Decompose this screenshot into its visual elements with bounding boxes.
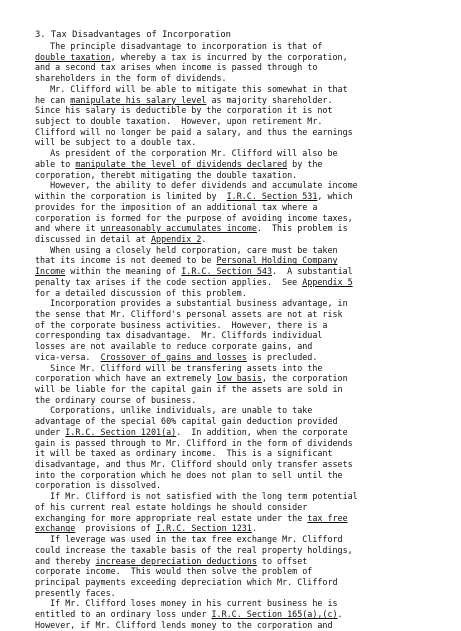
text-line bbox=[35, 513, 441, 524]
text-segment: and a second tax arises when income is passed through to bbox=[35, 62, 318, 73]
text-line bbox=[35, 255, 441, 266]
text-segment: presently faces. bbox=[35, 587, 116, 598]
text-line bbox=[35, 277, 441, 288]
paragraph bbox=[35, 298, 441, 362]
text-segment: advantage of the special 60% capital gain deduction provided bbox=[35, 416, 338, 427]
text-line bbox=[35, 470, 441, 481]
text-line bbox=[35, 438, 441, 449]
text-segment: is precluded. bbox=[246, 351, 318, 362]
underlined-term: double taxation bbox=[35, 51, 111, 62]
text-line bbox=[35, 52, 441, 63]
text-segment: that its income is not deemed to be bbox=[35, 255, 217, 266]
text-segment: he can bbox=[35, 94, 71, 105]
paragraph bbox=[35, 245, 441, 299]
paragraph bbox=[35, 534, 441, 598]
text-segment: . In addition, when the corporate bbox=[176, 426, 348, 437]
text-line bbox=[35, 459, 441, 470]
text-line bbox=[35, 95, 441, 106]
text-line bbox=[35, 73, 441, 84]
text-line bbox=[35, 330, 441, 341]
underlined-term: I.R.C. Section 531 bbox=[226, 191, 318, 202]
text-segment: As president of the corporation Mr. Clifford will also be bbox=[35, 148, 338, 159]
underlined-term: manipulate his salary level bbox=[70, 94, 207, 105]
text-line bbox=[35, 395, 441, 406]
text-segment: If Mr. Clifford is not satisfied with the long term potential bbox=[35, 491, 358, 502]
paragraph bbox=[35, 180, 441, 244]
underlined-term: increase depreciation deductions bbox=[95, 555, 257, 566]
text-segment: by the bbox=[287, 158, 323, 169]
underlined-term: I.R.C. Section 1231 bbox=[156, 523, 252, 534]
text-segment: , which bbox=[317, 191, 353, 202]
text-segment: the ordinary course of business. bbox=[35, 394, 197, 405]
text-segment: for a detailed discussion of this problem. bbox=[35, 287, 247, 298]
text-line bbox=[35, 288, 441, 299]
text-segment: provides for the imposition of an additional tax where a bbox=[35, 201, 318, 212]
section-heading: 3. Tax Disadvantages of Incorporation bbox=[35, 30, 231, 40]
text-line bbox=[35, 620, 441, 631]
text-segment: If leverage was used in the tax free exchange Mr. Clifford bbox=[35, 534, 343, 545]
text-segment: within the corporation is limited by bbox=[35, 191, 227, 202]
text-segment: Clifford will no longer be paid a salary, and thus the earnings bbox=[35, 126, 353, 137]
text-line bbox=[35, 577, 441, 588]
text-segment: If Mr. Clifford loses money in his current business he is bbox=[35, 598, 338, 609]
text-line bbox=[35, 523, 441, 534]
text-segment: able to bbox=[35, 158, 76, 169]
underlined-term: I.R.C. Section 165(a),(c) bbox=[211, 609, 338, 620]
text-line bbox=[35, 62, 441, 73]
text-segment: When using a closely held corporation, care must be taken bbox=[35, 244, 338, 255]
text-line bbox=[35, 556, 441, 567]
text-segment: Mr. Clifford will be able to mitigate this somewhat in that bbox=[35, 83, 348, 94]
text-segment: under bbox=[35, 426, 66, 437]
text-line bbox=[35, 341, 441, 352]
text-line bbox=[35, 448, 441, 459]
text-segment: principal payments exceeding depreciation which Mr. Clifford bbox=[35, 576, 338, 587]
text-segment: corresponding tax disadvantage. Mr. Cliffords individual bbox=[35, 330, 323, 341]
text-segment: Corporations, unlike individuals, are unable to take bbox=[35, 405, 313, 416]
text-line bbox=[35, 180, 441, 191]
text-line bbox=[35, 405, 441, 416]
text-line bbox=[35, 148, 441, 159]
text-line bbox=[35, 202, 441, 213]
text-line bbox=[35, 298, 441, 309]
text-line bbox=[35, 137, 441, 148]
text-segment: Incorporation provides a substantial business advantage, in bbox=[35, 298, 348, 309]
text-line bbox=[35, 245, 441, 256]
paragraph bbox=[35, 405, 441, 491]
text-line bbox=[35, 127, 441, 138]
text-segment: losses are not available to reduce corporate gains, and bbox=[35, 341, 313, 352]
text-line bbox=[35, 116, 441, 127]
underlined-term: Income bbox=[35, 266, 66, 277]
paragraph bbox=[35, 598, 441, 630]
text-segment: as majority shareholder. bbox=[206, 94, 333, 105]
text-line bbox=[35, 609, 441, 620]
text-line bbox=[35, 191, 441, 202]
text-line bbox=[35, 491, 441, 502]
text-segment: . bbox=[201, 233, 207, 244]
underlined-term: manipulate the level of dividends declared bbox=[75, 158, 288, 169]
text-line bbox=[35, 352, 441, 363]
text-segment: to offset bbox=[256, 555, 308, 566]
text-segment: gain is passed through to Mr. Clifford in the form of dividends bbox=[35, 437, 353, 448]
text-line bbox=[35, 84, 441, 95]
underlined-term: Personal Holding Company bbox=[216, 255, 338, 266]
text-segment: , the corporation bbox=[261, 373, 348, 384]
paragraph bbox=[35, 363, 441, 406]
text-segment: . This problem is bbox=[256, 223, 348, 234]
text-segment: will be subject to a double tax. bbox=[35, 137, 197, 148]
text-line bbox=[35, 384, 441, 395]
text-segment: The principle disadvantage to incorporation is that of bbox=[35, 41, 323, 51]
text-segment: . bbox=[251, 523, 257, 534]
text-segment: discussed in detail at bbox=[35, 233, 151, 244]
text-segment: . A substantial bbox=[272, 266, 353, 277]
text-line bbox=[35, 545, 441, 556]
underlined-term: unreasonably accumulates income bbox=[100, 223, 257, 234]
text-segment: and thereby bbox=[35, 555, 96, 566]
paragraph bbox=[35, 148, 441, 180]
text-line bbox=[35, 213, 441, 224]
text-line bbox=[35, 266, 441, 277]
text-line bbox=[35, 566, 441, 577]
text-line bbox=[35, 170, 441, 181]
text-segment: exchanging for more appropriate real estate under the bbox=[35, 512, 308, 523]
underlined-term: low basis bbox=[216, 373, 262, 384]
text-segment: of the corporate business activities. However, there is a bbox=[35, 319, 328, 330]
paragraph bbox=[35, 84, 441, 148]
text-line bbox=[35, 534, 441, 545]
text-line bbox=[35, 105, 441, 116]
text-segment: into the corporation which he does not plan to sell until the bbox=[35, 469, 343, 480]
paragraph bbox=[35, 491, 441, 534]
text-segment: penalty tax arises if the code section applies. See bbox=[35, 276, 303, 287]
text-line bbox=[35, 41, 441, 52]
text-line bbox=[35, 373, 441, 384]
text-line bbox=[35, 588, 441, 599]
underlined-term: Appendix 2 bbox=[150, 233, 202, 244]
text-segment: shareholders in the form of dividends. bbox=[35, 73, 227, 84]
text-line bbox=[35, 427, 441, 438]
text-segment: . bbox=[337, 609, 343, 620]
text-segment: However, the ability to defer dividends and accumulate income bbox=[35, 180, 358, 191]
underlined-term: I.R.C. Section 543 bbox=[181, 266, 273, 277]
text-segment: corporation, therebt mitigating the double taxation. bbox=[35, 169, 298, 180]
text-line bbox=[35, 502, 441, 513]
text-line bbox=[35, 320, 441, 331]
text-segment: and where it bbox=[35, 223, 101, 234]
text-segment: , whereby a tax is incurred by the corporation, bbox=[110, 51, 348, 62]
underlined-term: tax free bbox=[307, 512, 348, 523]
text-line bbox=[35, 363, 441, 374]
text-segment: entitled to an ordinary loss under bbox=[35, 609, 212, 620]
text-segment: Since Mr. Clifford will be transfering assets into the bbox=[35, 362, 323, 373]
text-segment: it will be taxed as ordinary income. This is a significant bbox=[35, 448, 333, 459]
text-line bbox=[35, 416, 441, 427]
text-line bbox=[35, 159, 441, 170]
text-line bbox=[35, 480, 441, 491]
text-segment: provisions of bbox=[75, 523, 157, 534]
paragraph bbox=[35, 41, 441, 84]
underlined-term: I.R.C. Section 1201(a) bbox=[65, 426, 177, 437]
text-segment: subject to double taxation. However, upon retirement Mr. bbox=[35, 116, 323, 127]
text-segment: corporation which have an extremely bbox=[35, 373, 217, 384]
document-body bbox=[35, 41, 441, 631]
text-segment: of his current real estate holdings he should consider bbox=[35, 501, 308, 512]
text-segment: within the meaning of bbox=[65, 266, 182, 277]
text-line bbox=[35, 223, 441, 234]
text-segment: vica-versa. bbox=[35, 351, 101, 362]
text-segment: will be liable for the capital gain if the assets are sold in bbox=[35, 384, 343, 394]
underlined-term: Crossover of gains and losses bbox=[100, 351, 247, 362]
text-segment: the sense that Mr. Clifford's personal assets are not at risk bbox=[35, 308, 343, 319]
text-line bbox=[35, 234, 441, 245]
text-segment: could increase the taxable basis of the real property holdings, bbox=[35, 544, 353, 555]
text-segment: corporation is dissolved. bbox=[35, 480, 162, 491]
underlined-term: Appendix 5 bbox=[302, 276, 353, 287]
underlined-term: exchange bbox=[35, 523, 76, 534]
text-segment: corporate income. This would then solve the problem of bbox=[35, 566, 313, 577]
text-segment: corporation is formed for the purpose of avoiding income taxes, bbox=[35, 212, 353, 223]
text-segment: disadvantage, and thus Mr. Clifford should only transfer assets bbox=[35, 459, 353, 470]
text-segment: However, if Mr. Clifford lends money to the corporation and bbox=[35, 619, 333, 630]
text-line bbox=[35, 309, 441, 320]
text-segment: Since his salary is deductible by the corporation it is not bbox=[35, 105, 333, 116]
